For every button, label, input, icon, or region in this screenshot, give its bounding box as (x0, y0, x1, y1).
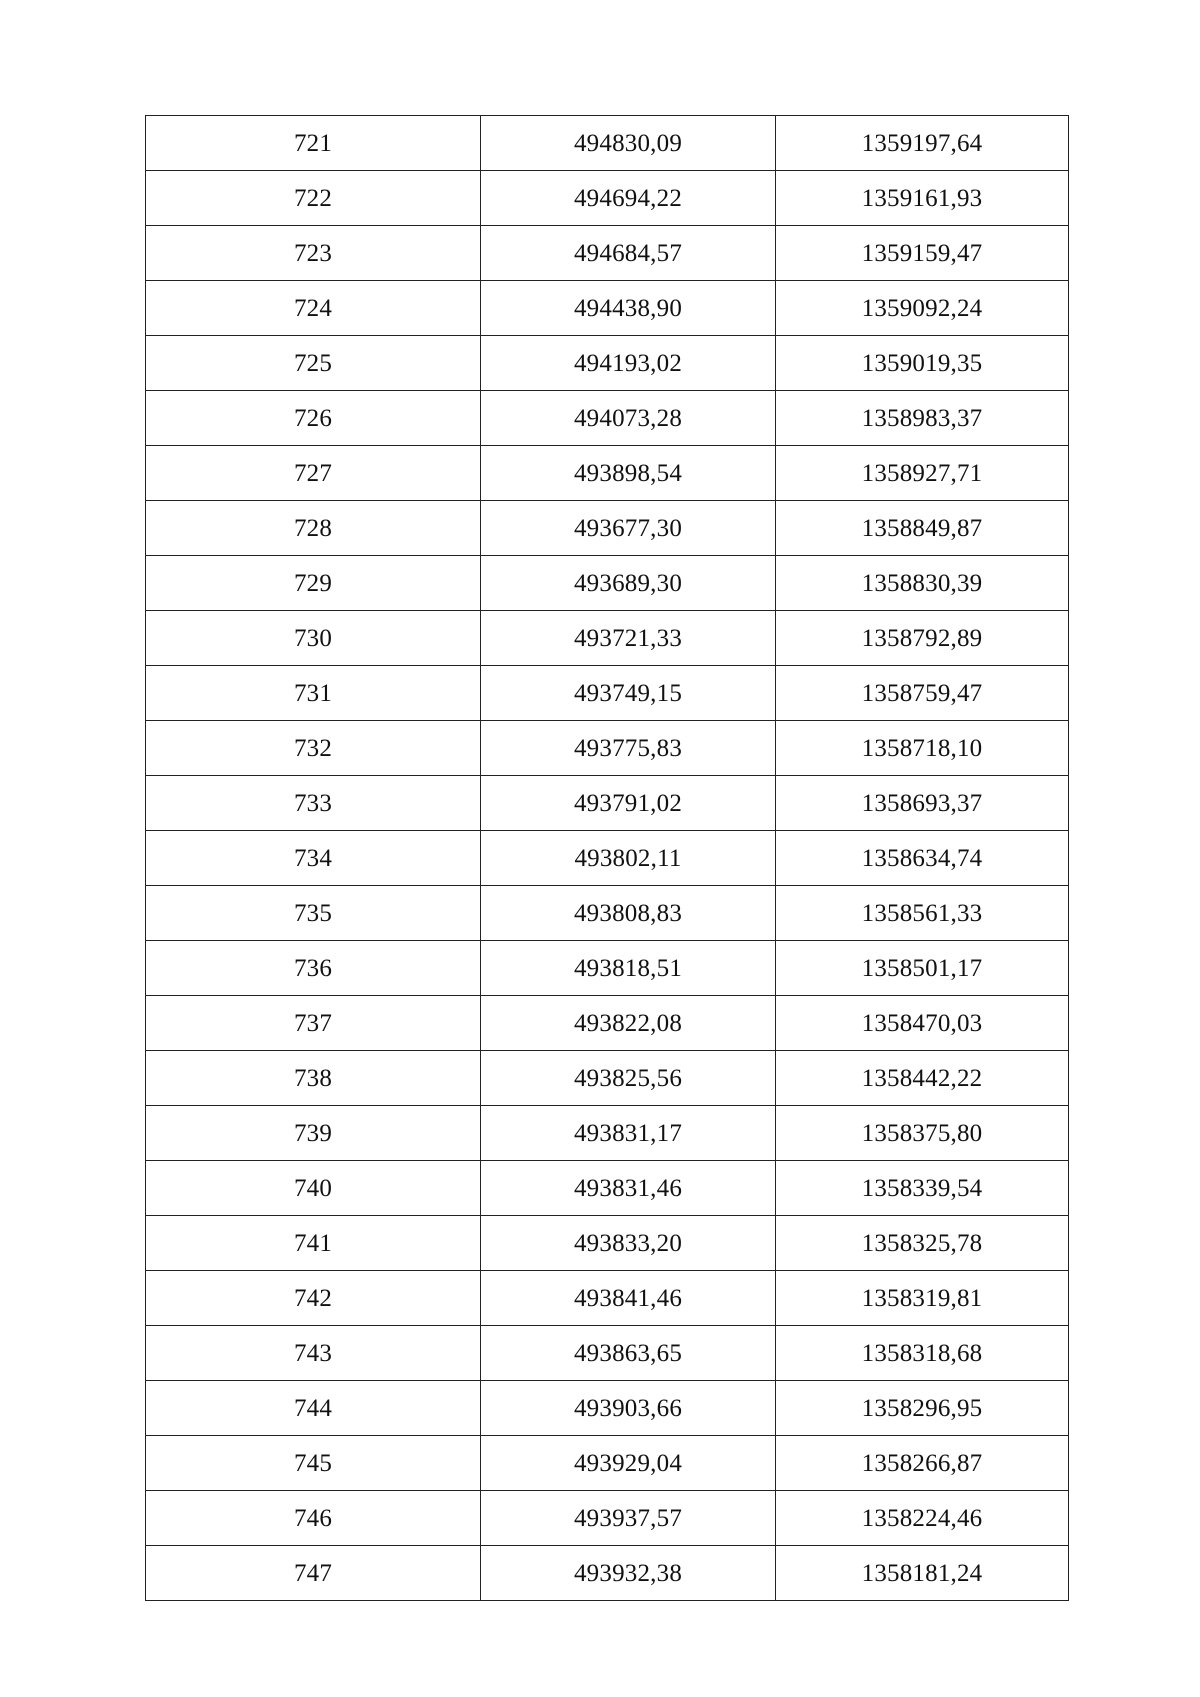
x-coordinate-cell: 494830,09 (481, 116, 776, 171)
y-coordinate-cell: 1358318,68 (776, 1326, 1069, 1381)
x-coordinate-cell: 493929,04 (481, 1436, 776, 1491)
x-coordinate-cell: 493825,56 (481, 1051, 776, 1106)
point-number-cell: 743 (146, 1326, 481, 1381)
point-number-cell: 735 (146, 886, 481, 941)
point-number-cell: 721 (146, 116, 481, 171)
point-number-cell: 730 (146, 611, 481, 666)
x-coordinate-cell: 493831,17 (481, 1106, 776, 1161)
y-coordinate-cell: 1359161,93 (776, 171, 1069, 226)
table-row (146, 556, 1069, 611)
x-coordinate-cell: 494694,22 (481, 171, 776, 226)
y-coordinate-cell: 1358759,47 (776, 666, 1069, 721)
table-row (146, 1051, 1069, 1106)
x-coordinate-cell: 493818,51 (481, 941, 776, 996)
table-row (146, 996, 1069, 1051)
y-coordinate-cell: 1359092,24 (776, 281, 1069, 336)
point-number-cell: 746 (146, 1491, 481, 1546)
table-row (146, 336, 1069, 391)
y-coordinate-cell: 1359197,64 (776, 116, 1069, 171)
x-coordinate-cell: 493903,66 (481, 1381, 776, 1436)
x-coordinate-cell: 493831,46 (481, 1161, 776, 1216)
x-coordinate-cell: 493932,38 (481, 1546, 776, 1601)
y-coordinate-cell: 1359159,47 (776, 226, 1069, 281)
y-coordinate-cell: 1358339,54 (776, 1161, 1069, 1216)
table-row (146, 281, 1069, 336)
table-row (146, 776, 1069, 831)
x-coordinate-cell: 493937,57 (481, 1491, 776, 1546)
table-row (146, 226, 1069, 281)
table-row (146, 446, 1069, 501)
x-coordinate-cell: 493791,02 (481, 776, 776, 831)
point-number-cell: 737 (146, 996, 481, 1051)
point-number-cell: 741 (146, 1216, 481, 1271)
point-number-cell: 744 (146, 1381, 481, 1436)
point-number-cell: 734 (146, 831, 481, 886)
point-number-cell: 739 (146, 1106, 481, 1161)
point-number-cell: 722 (146, 171, 481, 226)
table-row (146, 1491, 1069, 1546)
table-row (146, 1381, 1069, 1436)
x-coordinate-cell: 493721,33 (481, 611, 776, 666)
x-coordinate-cell: 494193,02 (481, 336, 776, 391)
y-coordinate-cell: 1358266,87 (776, 1436, 1069, 1491)
y-coordinate-cell: 1358325,78 (776, 1216, 1069, 1271)
point-number-cell: 725 (146, 336, 481, 391)
y-coordinate-cell: 1358224,46 (776, 1491, 1069, 1546)
y-coordinate-cell: 1359019,35 (776, 336, 1069, 391)
y-coordinate-cell: 1358442,22 (776, 1051, 1069, 1106)
point-number-cell: 726 (146, 391, 481, 446)
x-coordinate-cell: 493822,08 (481, 996, 776, 1051)
table-row (146, 501, 1069, 556)
x-coordinate-cell: 494684,57 (481, 226, 776, 281)
table-row (146, 1161, 1069, 1216)
table-row (146, 831, 1069, 886)
y-coordinate-cell: 1358319,81 (776, 1271, 1069, 1326)
point-number-cell: 733 (146, 776, 481, 831)
table-row (146, 941, 1069, 996)
table-row (146, 391, 1069, 446)
point-number-cell: 740 (146, 1161, 481, 1216)
table-row (146, 611, 1069, 666)
y-coordinate-cell: 1358718,10 (776, 721, 1069, 776)
table-row (146, 666, 1069, 721)
y-coordinate-cell: 1358849,87 (776, 501, 1069, 556)
x-coordinate-cell: 494073,28 (481, 391, 776, 446)
table-row (146, 886, 1069, 941)
y-coordinate-cell: 1358927,71 (776, 446, 1069, 501)
x-coordinate-cell: 493841,46 (481, 1271, 776, 1326)
point-number-cell: 723 (146, 226, 481, 281)
x-coordinate-cell: 493749,15 (481, 666, 776, 721)
y-coordinate-cell: 1358296,95 (776, 1381, 1069, 1436)
x-coordinate-cell: 493689,30 (481, 556, 776, 611)
y-coordinate-cell: 1358501,17 (776, 941, 1069, 996)
y-coordinate-cell: 1358634,74 (776, 831, 1069, 886)
x-coordinate-cell: 493863,65 (481, 1326, 776, 1381)
x-coordinate-cell: 493898,54 (481, 446, 776, 501)
point-number-cell: 727 (146, 446, 481, 501)
table-row (146, 1271, 1069, 1326)
y-coordinate-cell: 1358830,39 (776, 556, 1069, 611)
table-row (146, 1216, 1069, 1271)
y-coordinate-cell: 1358181,24 (776, 1546, 1069, 1601)
y-coordinate-cell: 1358792,89 (776, 611, 1069, 666)
point-number-cell: 745 (146, 1436, 481, 1491)
point-number-cell: 728 (146, 501, 481, 556)
coordinates-table (145, 115, 1069, 1601)
point-number-cell: 731 (146, 666, 481, 721)
point-number-cell: 738 (146, 1051, 481, 1106)
table-row (146, 1436, 1069, 1491)
y-coordinate-cell: 1358470,03 (776, 996, 1069, 1051)
point-number-cell: 742 (146, 1271, 481, 1326)
x-coordinate-cell: 493833,20 (481, 1216, 776, 1271)
point-number-cell: 732 (146, 721, 481, 776)
table-row (146, 1326, 1069, 1381)
table-row (146, 116, 1069, 171)
y-coordinate-cell: 1358375,80 (776, 1106, 1069, 1161)
x-coordinate-cell: 493808,83 (481, 886, 776, 941)
table-row (146, 721, 1069, 776)
table-row (146, 1546, 1069, 1601)
x-coordinate-cell: 493775,83 (481, 721, 776, 776)
x-coordinate-cell: 493677,30 (481, 501, 776, 556)
y-coordinate-cell: 1358693,37 (776, 776, 1069, 831)
table-row (146, 171, 1069, 226)
y-coordinate-cell: 1358561,33 (776, 886, 1069, 941)
point-number-cell: 729 (146, 556, 481, 611)
table-row (146, 1106, 1069, 1161)
point-number-cell: 736 (146, 941, 481, 996)
point-number-cell: 747 (146, 1546, 481, 1601)
y-coordinate-cell: 1358983,37 (776, 391, 1069, 446)
x-coordinate-cell: 494438,90 (481, 281, 776, 336)
coordinates-table-body (146, 116, 1069, 1601)
point-number-cell: 724 (146, 281, 481, 336)
x-coordinate-cell: 493802,11 (481, 831, 776, 886)
